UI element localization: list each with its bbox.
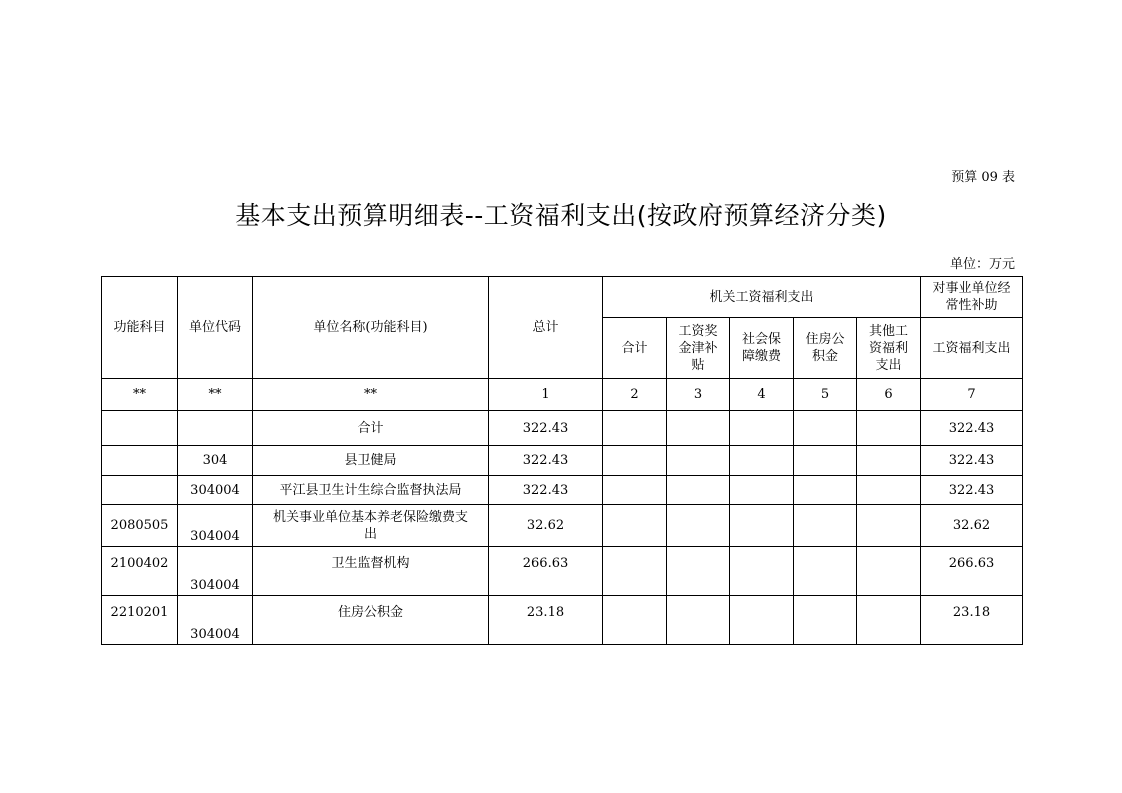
header-welfare: 工资福利支出 — [921, 318, 1023, 379]
table-row — [102, 476, 1023, 505]
col-num: 3 — [667, 379, 730, 411]
header-subsidy-group: 对事业单位经常性补助 — [921, 277, 1023, 318]
cell-salary — [667, 476, 730, 505]
cell-housing — [794, 505, 857, 547]
cell-name: 机关事业单位基本养老保险缴费支出 — [253, 505, 489, 547]
header-salary: 工资奖金津补贴 — [667, 318, 730, 379]
cell-sum — [603, 547, 667, 596]
cell-sum — [603, 596, 667, 645]
header-unit-name: 单位名称(功能科目) — [253, 277, 489, 379]
col-num: ** — [102, 379, 178, 411]
cell-other — [857, 596, 921, 645]
cell-welfare: 266.63 — [921, 547, 1023, 596]
cell-sum — [603, 411, 667, 446]
cell-other — [857, 476, 921, 505]
cell-welfare: 322.43 — [921, 446, 1023, 476]
header-housing: 住房公积金 — [794, 318, 857, 379]
cell-other — [857, 505, 921, 547]
cell-code: 304004 — [178, 596, 253, 645]
cell-total: 23.18 — [489, 596, 603, 645]
cell-social — [730, 596, 794, 645]
unit-label: 单位：万元 — [949, 257, 1015, 272]
cell-sum — [603, 505, 667, 547]
cell-total: 322.43 — [489, 476, 603, 505]
cell-func — [102, 446, 178, 476]
cell-func — [102, 411, 178, 446]
cell-social — [730, 411, 794, 446]
cell-other — [857, 446, 921, 476]
header-org-group: 机关工资福利支出 — [603, 277, 921, 318]
cell-housing — [794, 476, 857, 505]
header-unit-code: 单位代码 — [178, 277, 253, 379]
cell-housing — [794, 596, 857, 645]
cell-housing — [794, 411, 857, 446]
cell-func: 2080505 — [102, 505, 178, 547]
col-num: 6 — [857, 379, 921, 411]
cell-salary — [667, 446, 730, 476]
cell-sum — [603, 446, 667, 476]
cell-welfare: 322.43 — [921, 411, 1023, 446]
header-total: 总计 — [489, 277, 603, 379]
cell-housing — [794, 446, 857, 476]
cell-salary — [667, 547, 730, 596]
col-num: ** — [253, 379, 489, 411]
cell-name: 县卫健局 — [253, 446, 489, 476]
cell-name: 卫生监督机构 — [253, 547, 489, 596]
header-other: 其他工资福利支出 — [857, 318, 921, 379]
cell-housing — [794, 547, 857, 596]
cell-total: 266.63 — [489, 547, 603, 596]
col-num: 7 — [921, 379, 1023, 411]
cell-code: 304004 — [178, 476, 253, 505]
cell-func: 2100402 — [102, 547, 178, 596]
cell-other — [857, 547, 921, 596]
page-title: 基本支出预算明细表--工资福利支出(按政府预算经济分类) — [235, 201, 887, 230]
col-num: 1 — [489, 379, 603, 411]
cell-total: 322.43 — [489, 411, 603, 446]
table-row — [102, 547, 1023, 596]
table-row — [102, 596, 1023, 645]
cell-other — [857, 411, 921, 446]
cell-salary — [667, 411, 730, 446]
col-num: 4 — [730, 379, 794, 411]
cell-sum — [603, 476, 667, 505]
cell-salary — [667, 596, 730, 645]
cell-welfare: 322.43 — [921, 476, 1023, 505]
col-num: ** — [178, 379, 253, 411]
cell-code: 304004 — [178, 505, 253, 547]
cell-social — [730, 476, 794, 505]
cell-func: 2210201 — [102, 596, 178, 645]
cell-name: 平江县卫生计生综合监督执法局 — [253, 476, 489, 505]
cell-total: 32.62 — [489, 505, 603, 547]
cell-total: 322.43 — [489, 446, 603, 476]
cell-name: 合计 — [253, 411, 489, 446]
col-num: 2 — [603, 379, 667, 411]
cell-code: 304 — [178, 446, 253, 476]
cell-social — [730, 547, 794, 596]
cell-name: 住房公积金 — [253, 596, 489, 645]
cell-code — [178, 411, 253, 446]
column-number-row — [102, 379, 1023, 411]
cell-welfare: 32.62 — [921, 505, 1023, 547]
cell-social — [730, 505, 794, 547]
cell-salary — [667, 505, 730, 547]
table-row — [102, 505, 1023, 547]
table-row — [102, 411, 1023, 446]
cell-func — [102, 476, 178, 505]
cell-welfare: 23.18 — [921, 596, 1023, 645]
table-row — [102, 446, 1023, 476]
header-func-subject: 功能科目 — [102, 277, 178, 379]
budget-table — [101, 276, 1023, 645]
header-sum: 合计 — [603, 318, 667, 379]
form-number: 预算 09 表 — [951, 170, 1015, 185]
header-social: 社会保障缴费 — [730, 318, 794, 379]
cell-social — [730, 446, 794, 476]
cell-code: 304004 — [178, 547, 253, 596]
col-num: 5 — [794, 379, 857, 411]
